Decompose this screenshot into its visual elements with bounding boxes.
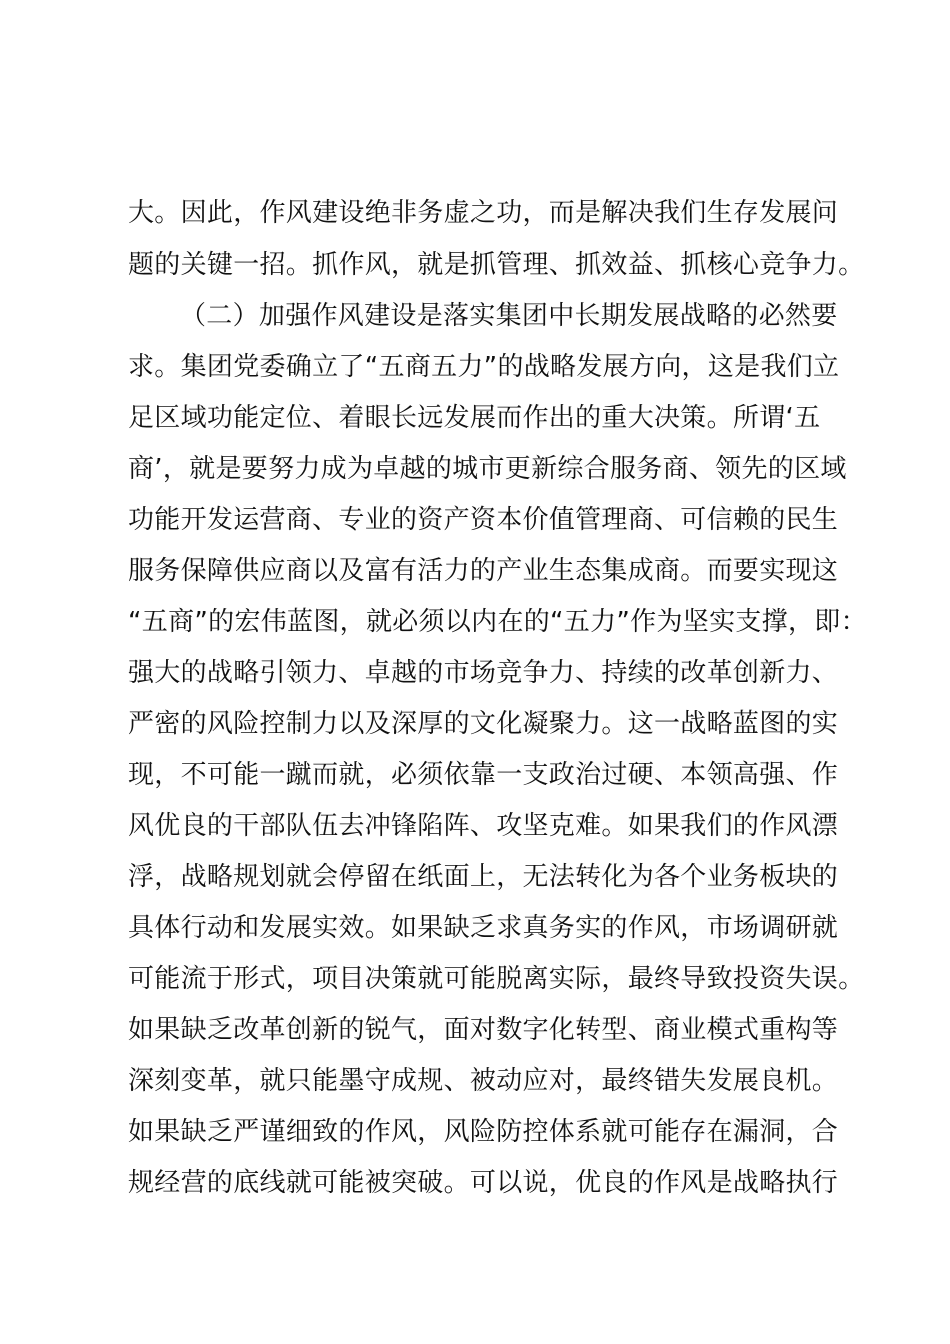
text-line: 严密的风险控制力以及深厚的文化凝聚力。这一战略蓝图的实 bbox=[128, 709, 839, 739]
text-line: 大。因此，作风建设绝非务虚之功，而是解决我们生存发展问 bbox=[128, 198, 839, 228]
text-line: 强大的战略引领力、卓越的市场竞争力、持续的改革创新力、 bbox=[128, 658, 839, 688]
text-line: 风优良的干部队伍去冲锋陷阵、攻坚克难。如果我们的作风漂 bbox=[128, 811, 839, 841]
text-line: 商’，就是要努力成为卓越的城市更新综合服务商、领先的区域 bbox=[128, 454, 847, 484]
text-line: 题的关键一招。抓作风，就是抓管理、抓效益、抓核心竞争力。 bbox=[128, 250, 865, 280]
text-line: 浮，战略规划就会停留在纸面上，无法转化为各个业务板块的 bbox=[128, 862, 839, 892]
text-line: 深刻变革，就只能墨守成规、被动应对，最终错失发展良机。 bbox=[128, 1066, 839, 1096]
text-line: 功能开发运营商、专业的资产资本价值管理商、可信赖的民生 bbox=[128, 505, 839, 535]
text-line: 现，不可能一蹴而就，必须依靠一支政治过硬、本领高强、作 bbox=[128, 760, 839, 790]
text-line: 如果缺乏改革创新的锐气，面对数字化转型、商业模式重构等 bbox=[128, 1015, 839, 1045]
text-line: 足区域功能定位、着眼长远发展而作出的重大决策。所谓‘五 bbox=[128, 403, 821, 433]
text-line: 求。集团党委确立了“五商五力”的战略发展方向，这是我们立 bbox=[128, 352, 840, 382]
text-line: 具体行动和发展实效。如果缺乏求真务实的作风，市场调研就 bbox=[128, 913, 839, 943]
section-heading-line: （二）加强作风建设是落实集团中长期发展战略的必然要 bbox=[180, 301, 838, 331]
text-line: 规经营的底线就可能被突破。可以说，优良的作风是战略执行 bbox=[128, 1168, 839, 1198]
text-line: 服务保障供应商以及富有活力的产业生态集成商。而要实现这 bbox=[128, 556, 839, 586]
text-line: “五商”的宏伟蓝图，就必须以内在的“五力”作为坚实支撑，即： bbox=[128, 607, 867, 637]
text-line: 可能流于形式，项目决策就可能脱离实际，最终导致投资失误。 bbox=[128, 964, 865, 994]
text-line: 如果缺乏严谨细致的作风，风险防控体系就可能存在漏洞，合 bbox=[128, 1117, 839, 1147]
